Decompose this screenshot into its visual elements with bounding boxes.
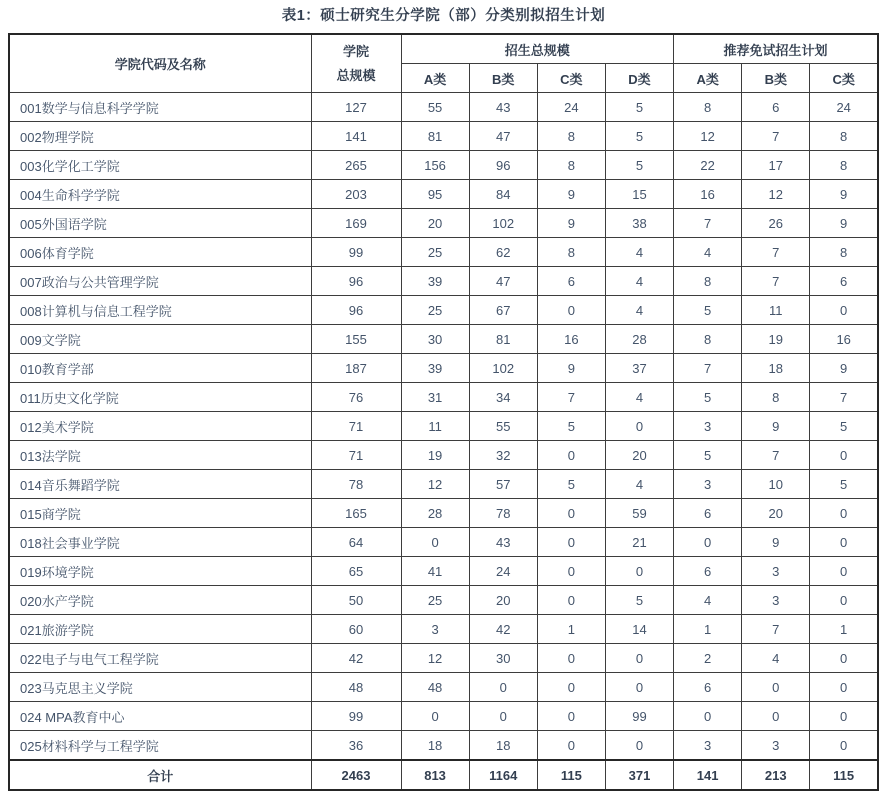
total-class-a: 813 (401, 760, 469, 790)
value-cell: 55 (401, 93, 469, 122)
header-group-total-enrollment: 招生总规模 (401, 34, 674, 64)
value-cell: 64 (311, 528, 401, 557)
value-cell: 99 (311, 238, 401, 267)
total-college-scale: 2463 (311, 760, 401, 790)
value-cell: 48 (311, 673, 401, 702)
enrollment-table (8, 33, 879, 791)
value-cell: 39 (401, 267, 469, 296)
table-row (9, 180, 878, 209)
value-cell: 9 (537, 180, 605, 209)
value-cell: 21 (605, 528, 673, 557)
value-cell: 0 (810, 528, 878, 557)
value-cell: 0 (810, 673, 878, 702)
college-name-cell: 021旅游学院 (9, 615, 311, 644)
college-name-cell: 022电子与电气工程学院 (9, 644, 311, 673)
value-cell: 0 (537, 586, 605, 615)
value-cell: 8 (674, 325, 742, 354)
value-cell: 6 (742, 93, 810, 122)
header-college-total-scale (311, 34, 401, 93)
value-cell: 6 (674, 499, 742, 528)
value-cell: 0 (810, 499, 878, 528)
table-row (9, 702, 878, 731)
value-cell: 17 (742, 151, 810, 180)
value-cell: 76 (311, 383, 401, 412)
value-cell: 0 (537, 557, 605, 586)
value-cell: 1 (674, 615, 742, 644)
table-body (9, 93, 878, 761)
value-cell: 0 (537, 731, 605, 761)
value-cell: 0 (810, 644, 878, 673)
table-row (9, 238, 878, 267)
value-cell: 7 (742, 441, 810, 470)
value-cell: 3 (742, 731, 810, 761)
college-name-cell: 012美术学院 (9, 412, 311, 441)
value-cell: 5 (605, 586, 673, 615)
value-cell: 62 (469, 238, 537, 267)
value-cell: 4 (605, 383, 673, 412)
table-row (9, 586, 878, 615)
value-cell: 8 (537, 122, 605, 151)
college-name-cell: 020水产学院 (9, 586, 311, 615)
table-row (9, 122, 878, 151)
value-cell: 11 (401, 412, 469, 441)
value-cell: 0 (605, 731, 673, 761)
college-name-cell: 024 MPA教育中心 (9, 702, 311, 731)
value-cell: 3 (401, 615, 469, 644)
value-cell: 3 (674, 731, 742, 761)
value-cell: 55 (469, 412, 537, 441)
value-cell: 18 (401, 731, 469, 761)
value-cell: 99 (605, 702, 673, 731)
value-cell: 203 (311, 180, 401, 209)
table-row (9, 557, 878, 586)
college-name-cell: 006体育学院 (9, 238, 311, 267)
value-cell: 5 (810, 412, 878, 441)
value-cell: 9 (810, 180, 878, 209)
value-cell: 5 (537, 470, 605, 499)
header-exempt-class-c: C类 (810, 64, 878, 93)
value-cell: 24 (469, 557, 537, 586)
value-cell: 141 (311, 122, 401, 151)
value-cell: 14 (605, 615, 673, 644)
value-cell: 16 (810, 325, 878, 354)
college-name-cell: 004生命科学学院 (9, 180, 311, 209)
total-row (9, 760, 878, 790)
value-cell: 41 (401, 557, 469, 586)
value-cell: 0 (537, 296, 605, 325)
value-cell: 0 (401, 528, 469, 557)
value-cell: 5 (537, 412, 605, 441)
value-cell: 20 (469, 586, 537, 615)
value-cell: 0 (537, 702, 605, 731)
value-cell: 20 (742, 499, 810, 528)
college-name-cell: 003化学化工学院 (9, 151, 311, 180)
value-cell: 96 (469, 151, 537, 180)
value-cell: 169 (311, 209, 401, 238)
value-cell: 60 (311, 615, 401, 644)
value-cell: 47 (469, 267, 537, 296)
value-cell: 25 (401, 586, 469, 615)
value-cell: 8 (537, 151, 605, 180)
value-cell: 26 (742, 209, 810, 238)
value-cell: 6 (537, 267, 605, 296)
value-cell: 0 (742, 673, 810, 702)
value-cell: 2 (674, 644, 742, 673)
college-name-cell: 010教育学部 (9, 354, 311, 383)
value-cell: 4 (605, 470, 673, 499)
value-cell: 28 (605, 325, 673, 354)
value-cell: 0 (605, 412, 673, 441)
value-cell: 12 (674, 122, 742, 151)
college-name-cell: 013法学院 (9, 441, 311, 470)
header-group-exempt-plan: 推荐免试招生计划 (674, 34, 878, 64)
value-cell: 7 (674, 354, 742, 383)
value-cell: 165 (311, 499, 401, 528)
value-cell: 7 (810, 383, 878, 412)
value-cell: 16 (674, 180, 742, 209)
table-row (9, 470, 878, 499)
college-name-cell: 001数学与信息科学学院 (9, 93, 311, 122)
value-cell: 12 (401, 470, 469, 499)
value-cell: 28 (401, 499, 469, 528)
value-cell: 0 (537, 673, 605, 702)
value-cell: 57 (469, 470, 537, 499)
header-exempt-class-b: B类 (742, 64, 810, 93)
total-exempt-class-c: 115 (810, 760, 878, 790)
value-cell: 9 (810, 209, 878, 238)
total-class-d: 371 (605, 760, 673, 790)
value-cell: 0 (537, 499, 605, 528)
value-cell: 20 (605, 441, 673, 470)
table-row (9, 731, 878, 761)
value-cell: 6 (674, 673, 742, 702)
value-cell: 32 (469, 441, 537, 470)
value-cell: 1 (810, 615, 878, 644)
table-row (9, 354, 878, 383)
college-name-cell: 015商学院 (9, 499, 311, 528)
total-class-b: 1164 (469, 760, 537, 790)
value-cell: 0 (605, 673, 673, 702)
value-cell: 43 (469, 528, 537, 557)
value-cell: 102 (469, 354, 537, 383)
value-cell: 0 (401, 702, 469, 731)
college-name-cell: 011历史文化学院 (9, 383, 311, 412)
value-cell: 5 (674, 441, 742, 470)
value-cell: 10 (742, 470, 810, 499)
table-row (9, 528, 878, 557)
value-cell: 12 (401, 644, 469, 673)
value-cell: 99 (311, 702, 401, 731)
value-cell: 5 (605, 122, 673, 151)
value-cell: 25 (401, 296, 469, 325)
value-cell: 8 (674, 93, 742, 122)
value-cell: 9 (537, 354, 605, 383)
total-class-c: 115 (537, 760, 605, 790)
value-cell: 187 (311, 354, 401, 383)
value-cell: 9 (742, 412, 810, 441)
value-cell: 6 (674, 557, 742, 586)
value-cell: 78 (469, 499, 537, 528)
college-name-cell: 002物理学院 (9, 122, 311, 151)
value-cell: 0 (810, 441, 878, 470)
value-cell: 3 (742, 586, 810, 615)
value-cell: 0 (537, 441, 605, 470)
value-cell: 84 (469, 180, 537, 209)
value-cell: 65 (311, 557, 401, 586)
value-cell: 9 (742, 528, 810, 557)
value-cell: 0 (605, 644, 673, 673)
value-cell: 34 (469, 383, 537, 412)
college-name-cell: 018社会事业学院 (9, 528, 311, 557)
college-name-cell: 005外国语学院 (9, 209, 311, 238)
value-cell: 8 (742, 383, 810, 412)
table-row (9, 644, 878, 673)
value-cell: 95 (401, 180, 469, 209)
table-row (9, 93, 878, 122)
college-name-cell: 007政治与公共管理学院 (9, 267, 311, 296)
value-cell: 5 (674, 383, 742, 412)
value-cell: 9 (537, 209, 605, 238)
table-row (9, 673, 878, 702)
value-cell: 71 (311, 412, 401, 441)
header-college-total-scale-line1: 学院 (342, 43, 369, 59)
value-cell: 0 (469, 673, 537, 702)
header-exempt-class-a: A类 (674, 64, 742, 93)
value-cell: 96 (311, 267, 401, 296)
value-cell: 127 (311, 93, 401, 122)
college-name-cell: 008计算机与信息工程学院 (9, 296, 311, 325)
college-name-cell: 023马克思主义学院 (9, 673, 311, 702)
value-cell: 7 (742, 267, 810, 296)
header-college-total-scale-line2: 总规模 (336, 67, 376, 83)
table-row (9, 441, 878, 470)
header-row-groups (9, 34, 878, 64)
value-cell: 1 (537, 615, 605, 644)
value-cell: 59 (605, 499, 673, 528)
value-cell: 37 (605, 354, 673, 383)
value-cell: 43 (469, 93, 537, 122)
value-cell: 5 (674, 296, 742, 325)
table-row (9, 151, 878, 180)
value-cell: 47 (469, 122, 537, 151)
value-cell: 30 (401, 325, 469, 354)
value-cell: 19 (742, 325, 810, 354)
table-row (9, 296, 878, 325)
value-cell: 48 (401, 673, 469, 702)
value-cell: 36 (311, 731, 401, 761)
value-cell: 4 (674, 238, 742, 267)
value-cell: 8 (810, 122, 878, 151)
value-cell: 4 (605, 296, 673, 325)
value-cell: 0 (605, 557, 673, 586)
table-row (9, 383, 878, 412)
value-cell: 71 (311, 441, 401, 470)
value-cell: 81 (401, 122, 469, 151)
college-name-cell: 014音乐舞蹈学院 (9, 470, 311, 499)
value-cell: 3 (674, 412, 742, 441)
value-cell: 67 (469, 296, 537, 325)
value-cell: 0 (537, 644, 605, 673)
value-cell: 25 (401, 238, 469, 267)
value-cell: 30 (469, 644, 537, 673)
value-cell: 0 (810, 702, 878, 731)
value-cell: 38 (605, 209, 673, 238)
value-cell: 7 (742, 615, 810, 644)
page-title: 表1：硕士研究生分学院（部）分类别拟招生计划 (281, 8, 606, 24)
value-cell: 22 (674, 151, 742, 180)
total-exempt-class-b: 213 (742, 760, 810, 790)
value-cell: 19 (401, 441, 469, 470)
value-cell: 39 (401, 354, 469, 383)
value-cell: 265 (311, 151, 401, 180)
value-cell: 7 (742, 238, 810, 267)
college-name-cell: 025材料科学与工程学院 (9, 731, 311, 761)
value-cell: 12 (742, 180, 810, 209)
value-cell: 0 (537, 528, 605, 557)
value-cell: 156 (401, 151, 469, 180)
value-cell: 31 (401, 383, 469, 412)
value-cell: 155 (311, 325, 401, 354)
value-cell: 8 (810, 238, 878, 267)
value-cell: 8 (810, 151, 878, 180)
value-cell: 8 (537, 238, 605, 267)
value-cell: 0 (810, 586, 878, 615)
value-cell: 9 (810, 354, 878, 383)
value-cell: 102 (469, 209, 537, 238)
table-row (9, 267, 878, 296)
table-row (9, 325, 878, 354)
value-cell: 0 (810, 557, 878, 586)
total-row-label: 合计 (9, 760, 311, 790)
value-cell: 0 (742, 702, 810, 731)
value-cell: 4 (605, 267, 673, 296)
value-cell: 4 (674, 586, 742, 615)
total-exempt-class-a: 141 (674, 760, 742, 790)
value-cell: 5 (605, 151, 673, 180)
value-cell: 0 (469, 702, 537, 731)
header-total-class-c: C类 (537, 64, 605, 93)
value-cell: 6 (810, 267, 878, 296)
header-total-class-b: B类 (469, 64, 537, 93)
value-cell: 81 (469, 325, 537, 354)
value-cell: 24 (537, 93, 605, 122)
table-row (9, 209, 878, 238)
value-cell: 4 (605, 238, 673, 267)
value-cell: 42 (469, 615, 537, 644)
value-cell: 3 (742, 557, 810, 586)
value-cell: 7 (674, 209, 742, 238)
value-cell: 7 (537, 383, 605, 412)
table-row (9, 412, 878, 441)
value-cell: 78 (311, 470, 401, 499)
value-cell: 4 (742, 644, 810, 673)
value-cell: 8 (674, 267, 742, 296)
value-cell: 5 (810, 470, 878, 499)
table-footer (9, 760, 878, 790)
college-name-cell: 019环境学院 (9, 557, 311, 586)
value-cell: 0 (674, 702, 742, 731)
table-row (9, 499, 878, 528)
value-cell: 50 (311, 586, 401, 615)
value-cell: 16 (537, 325, 605, 354)
value-cell: 11 (742, 296, 810, 325)
value-cell: 24 (810, 93, 878, 122)
value-cell: 18 (469, 731, 537, 761)
header-total-class-a: A类 (401, 64, 469, 93)
value-cell: 18 (742, 354, 810, 383)
value-cell: 0 (810, 731, 878, 761)
value-cell: 20 (401, 209, 469, 238)
value-cell: 5 (605, 93, 673, 122)
value-cell: 96 (311, 296, 401, 325)
value-cell: 0 (810, 296, 878, 325)
value-cell: 0 (674, 528, 742, 557)
value-cell: 42 (311, 644, 401, 673)
value-cell: 15 (605, 180, 673, 209)
value-cell: 3 (674, 470, 742, 499)
header-total-class-d: D类 (605, 64, 673, 93)
table-row (9, 615, 878, 644)
college-name-cell: 009文学院 (9, 325, 311, 354)
table-header (9, 34, 878, 93)
value-cell: 7 (742, 122, 810, 151)
header-college-code-name: 学院代码及名称 (9, 34, 311, 93)
